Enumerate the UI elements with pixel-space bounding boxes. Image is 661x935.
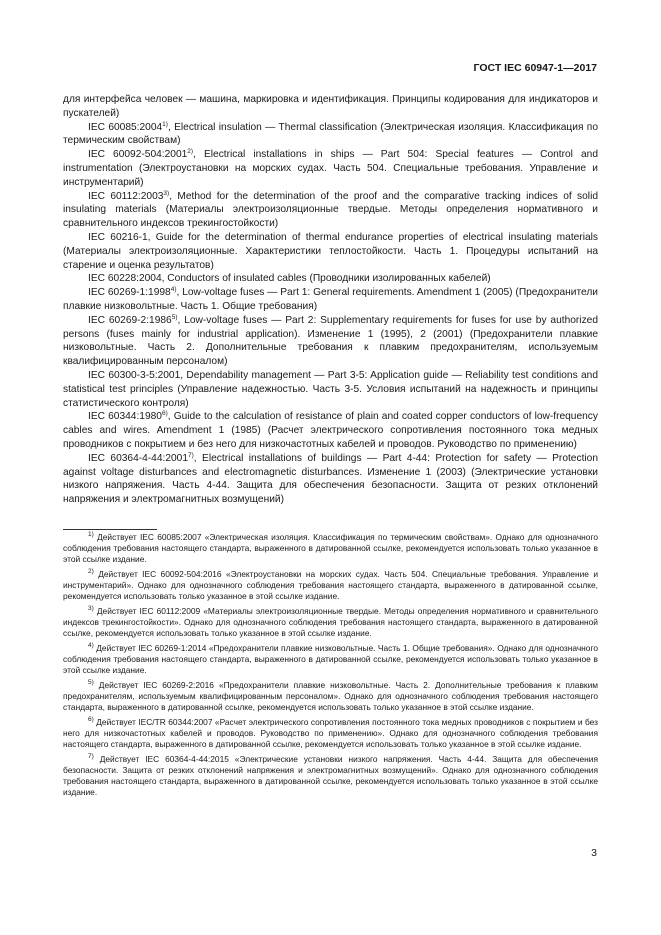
reference-title: , Electrical installations in ships — Part 504: Special features — Control and instrumentation (Электроустановки на морских судах. Часть 504. Специальные требования. Управление и инструментарий) xyxy=(63,149,599,188)
footnote-ref: 4) xyxy=(170,286,177,294)
reference-code: IEC 60269-2:1986 xyxy=(88,314,172,326)
reference-title: , Method for the determination of the proof and the comparative tracking indices of solid insulating materials (Материалы электроизоляционные твердые. Методы определения нормативного и сравнительного индексов трекингостойкости) xyxy=(63,190,598,230)
footnote xyxy=(63,754,598,798)
reference-item xyxy=(63,452,598,507)
reference-code: IEC 60269-1:1998 xyxy=(88,287,171,299)
footnote-text: Действует IEC 60092-504:2016 «Электроустановки на морских судах. Часть 504. Специальные требования. Управление и инструментарий». Однако для однозначного соблюдения требования настоящего стандарта, выраженного в датированной ссылке, рекомендуется использовать только указанное в этой ссылке издание. xyxy=(63,569,598,601)
footnote-text: Действует IEC 60269-1:2014 «Предохранители плавкие низковольтные. Часть 1. Общие требования». Однако для однозначного соблюдения требования настоящего стандарта, выраженного в датированной ссылке, рекомендуется использовать только указанное в этой ссылке издание. xyxy=(63,643,598,675)
reference-title: , Low-voltage fuses — Part 2: Supplementary requirements for fuses for use by authorized persons (fuses mainly for industrial application). Изменение 1 (1995), 2 (2001) (Предохранители плавкие низковольтные. Часть 2. Дополнительные требования к плавким предохранителям, используемым квалифицированным персоналом) xyxy=(63,314,599,368)
reference-item xyxy=(63,190,598,231)
reference-title: , Guide for the determination of thermal endurance properties of electrical insulating materials (Материалы электроизоляционные. Характеристики теплостойкости. Часть 1. Процедуры испытаний на старение и оценка результатов) xyxy=(63,231,598,271)
reference-title: , Low-voltage fuses — Part 1: General requirements. Amendment 1 (2005) (Предохранители плавкие низковольтные. Часть 1. Общие требования) xyxy=(63,287,598,312)
footnote xyxy=(63,606,598,639)
footnotes xyxy=(63,532,598,802)
main-text xyxy=(63,93,598,507)
reference-item xyxy=(63,286,598,314)
page-number: 3 xyxy=(591,847,597,859)
footnote-text: Действует IEC 60085:2007 «Электрическая изоляция. Классификация по термическим свойствам». Однако для однозначного соблюдения требования настоящего стандарта, выраженного в датированной ссылке, рекомендуется использовать только указанное в этой ссылке издание. xyxy=(63,532,598,564)
document-header: ГОСТ IEC 60947-1—2017 xyxy=(473,62,597,74)
footnote-mark: 4) xyxy=(88,642,94,650)
reference-code: IEC 60228:2004 xyxy=(88,273,162,285)
reference-item xyxy=(63,272,598,286)
footnote-mark: 1) xyxy=(88,531,94,538)
reference-item xyxy=(63,231,598,272)
reference-code: IEC 60112:2003 xyxy=(88,190,164,202)
footnote-text: Действует IEC 60112:2009 «Материалы электроизоляционные твердые. Методы определения нормативного и сравнительного индексов трекингостойкости». Однако для однозначного соблюдения требования настоящего стандарта, выраженного в датированной ссылке, рекомендуется использовать только указанное в этой ссылке издание. xyxy=(63,606,598,638)
continuation-paragraph: для интерфейса человек — машина, маркировка и идентификация. Принципы кодирования для индикаторов и пускателей) xyxy=(63,94,598,119)
footnote-ref: 7) xyxy=(188,451,194,459)
footnote-ref: 2) xyxy=(187,148,194,156)
footnote-text: Действует IEC/TR 60344:2007 «Расчет электрического сопротивления постоянного тока медных проводников с покрытием и без него для низкочастотных кабелей и проводов. Руководство по применению». Однако для однозначного соблюдения требования настоящего стандарта, выраженного в датированной ссылке, рекомендуется использовать только указанное в этой ссылке издание. xyxy=(63,717,599,749)
footnote-mark: 5) xyxy=(88,679,94,687)
reference-code: IEC 60085:2004 xyxy=(88,121,163,133)
reference-item xyxy=(63,369,598,410)
reference-item xyxy=(63,121,598,149)
footnote xyxy=(63,569,598,602)
reference-code: IEC 60092-504:2001 xyxy=(88,149,188,161)
footnote-mark: 7) xyxy=(88,753,94,761)
footnote-mark: 3) xyxy=(88,605,94,613)
footnote-ref: 5) xyxy=(171,313,178,321)
footnote-mark: 2) xyxy=(88,568,94,576)
reference-title: , Electrical insulation — Thermal classification (Электрическая изоляция. Классификация по термическим свойствам) xyxy=(63,121,598,147)
footnote xyxy=(63,532,598,565)
reference-title: , Guide to the calculation of resistance of plain and coated copper conductors of low-frequency cables and wires. Amendment 1 (1985) (Расчет электрического сопротивления постоянного тока медных проводников с покрытием и без него для низкочастотных кабелей и проводов. Руководство по применению) xyxy=(63,411,598,450)
reference-code: IEC 60300-3-5:2001 xyxy=(88,369,181,381)
footnote-ref: 6) xyxy=(161,410,168,418)
footnote-text: Действует IEC 60364-4-44:2015 «Электрические установки низкого напряжения. Часть 4-44. Защита для обеспечения безопасности. Защита от резких отклонений напряжения и электромагнитных возмущений». Однако для однозначного соблюдения требования настоящего стандарта, выраженного в датированной ссылке, рекомендуется использовать только указанное в этой ссылке издание. xyxy=(63,754,599,797)
reference-code: IEC 60344:1980 xyxy=(88,411,162,423)
reference-code: IEC 60216-1 xyxy=(88,231,148,243)
reference-item xyxy=(63,410,598,451)
reference-code: IEC 60364-4-44:2001 xyxy=(88,452,189,464)
reference-item xyxy=(63,148,598,189)
reference-title: , Dependability management — Part 3-5: Application guide — Reliability test conditions and statistical test principles (Управление надежностью. Часть 3-5. Условия испытаний на надежность и принципы статистического контроля) xyxy=(63,369,598,409)
footnote xyxy=(63,717,598,750)
reference-title: , Conductors of insulated cables (Проводники изолированных кабелей) xyxy=(161,273,491,285)
reference-title: , Electrical installations of buildings — Part 4-44: Protection for safety — Protection against voltage disturbances and electromagnetic disturbances. Изменение 1 (2003) (Электрические установки низкого напряжения. Часть 4-44. Защита для обеспечения безопасности. Защита от резких отклонений напряжения и электромагнитных возмущений) xyxy=(63,452,598,506)
footnote xyxy=(63,643,598,676)
footnote-mark: 6) xyxy=(88,716,94,724)
footnote xyxy=(63,680,598,713)
footnote-ref: 3) xyxy=(163,189,170,197)
footnote-text: Действует IEC 60269-2:2016 «Предохранители плавкие низковольтные. Часть 2. Дополнительные требования к плавким предохранителям, используемым квалифицированным персоналом». Однако для однозначного соблюдения требования настоящего стандарта, выраженного в датированной ссылке, рекомендуется использовать только указанное в этой ссылке издание. xyxy=(63,680,598,712)
footnote-ref: 1) xyxy=(162,120,168,128)
reference-item xyxy=(63,314,598,369)
footnote-separator xyxy=(63,529,157,530)
